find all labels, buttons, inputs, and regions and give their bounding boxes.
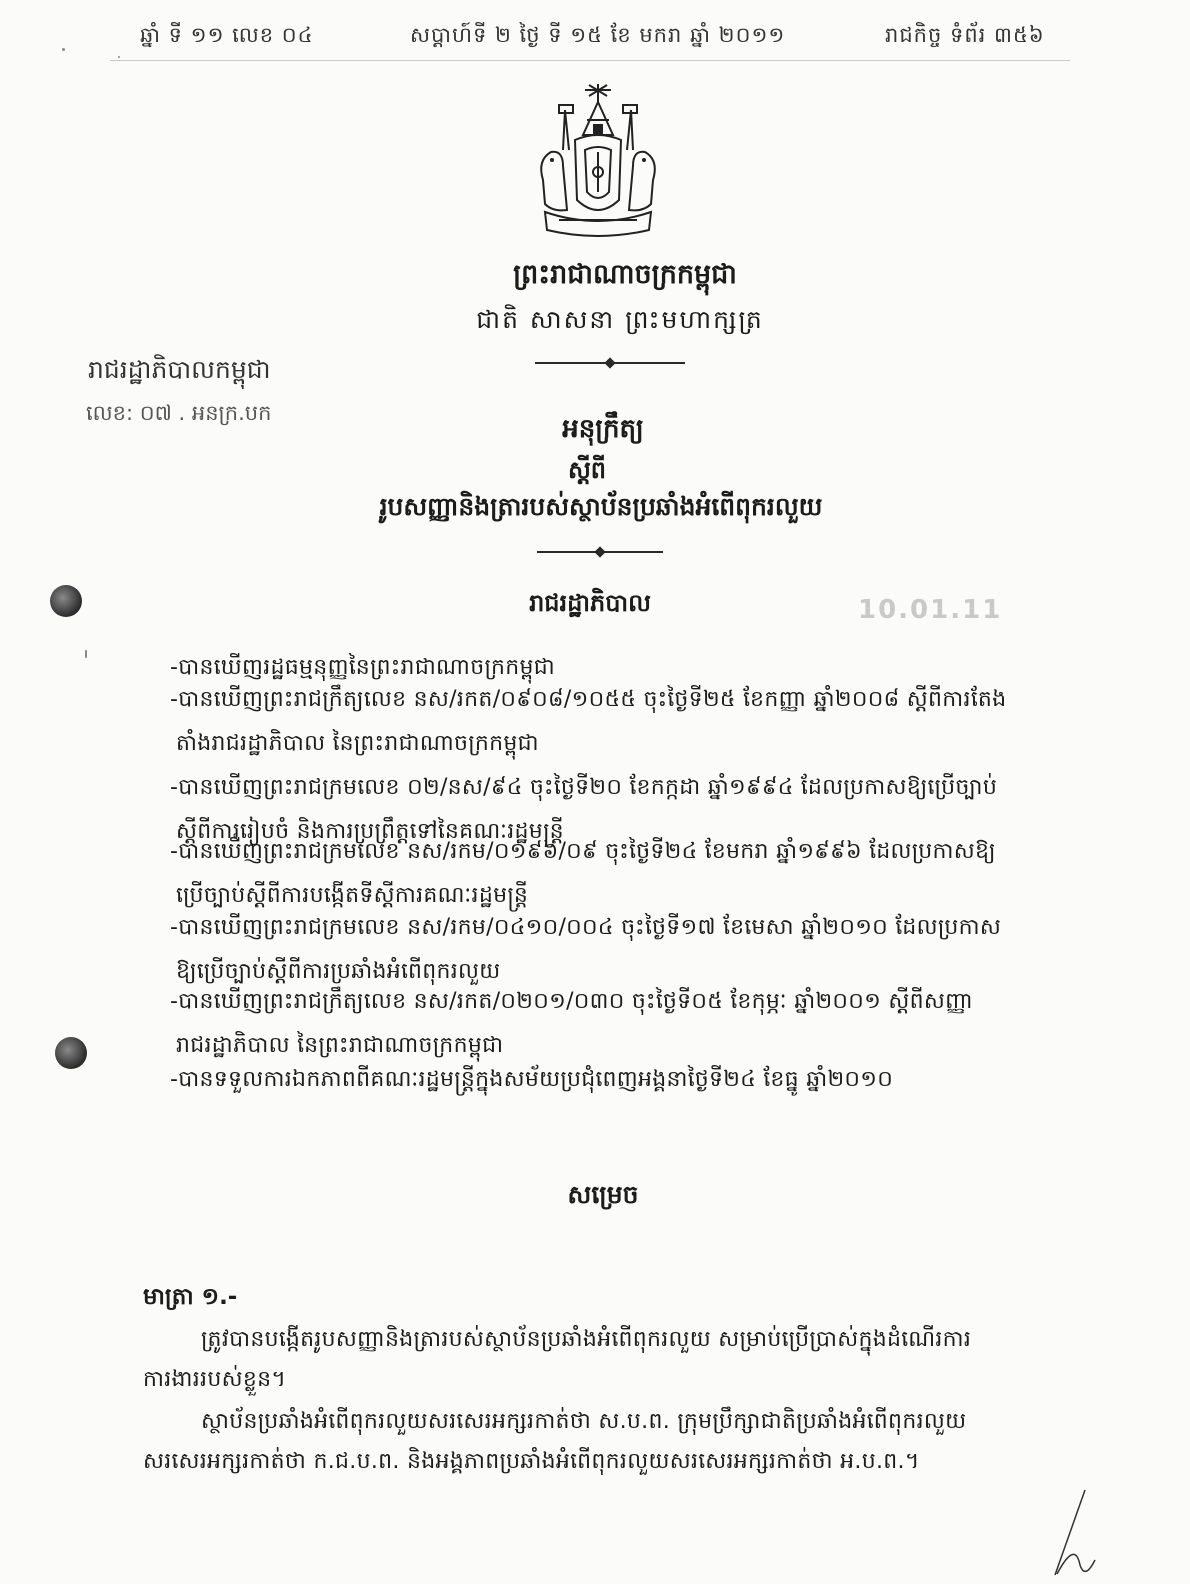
date-stamp: 10.01.11 <box>858 595 1003 625</box>
header-rule <box>110 60 1070 61</box>
divider-dot <box>604 357 615 368</box>
visa-line: ប្រើច្បាប់ស្តីពីការបង្កើតទីស្តីការគណៈរដ្ឋមន្ត្រី <box>176 883 529 908</box>
paragraph-line: ការងាររបស់ខ្លួន។ <box>143 1367 287 1392</box>
ornament-divider <box>535 362 685 364</box>
visa-clause-4 <box>170 836 1070 912</box>
visa-line: -បានឃើញព្រះរាជក្រឹត្យលេខ នស/រកត/០៩០៨/១០៥៥ ចុះថ្ងៃទី២៥ ខែកញ្ញា ឆ្នាំ២០០៨ ស្តីពីការតែង <box>170 687 1007 712</box>
visa-line: ស្តីពីការរៀបចំ និងការប្រព្រឹត្តទៅនៃគណៈរដ្ឋមន្ត្រី <box>176 819 564 844</box>
visa-line: -បានឃើញព្រះរាជក្រមលេខ នស/រកម/០១៩៦/០៩ ចុះថ្ងៃទី២៤ ខែមករា ឆ្នាំ១៩៩៦ ដែលប្រកាសឱ្យ <box>170 839 996 864</box>
visa-line: -បានទទួលការឯកភាពពីគណៈរដ្ឋមន្ត្រីក្នុងសម័យប្រជុំពេញអង្គនាថ្ងៃទី២៤ ខែធ្នូ ឆ្នាំ២០១០ <box>170 1067 894 1092</box>
header-issue: ឆ្នាំ ទី ១១ លេខ ០៤ <box>140 23 314 47</box>
subdecree-label: អនុក្រឹត្យ <box>562 414 644 444</box>
visa-line: -បានឃើញរដ្ឋធម្មនុញ្ញនៃព្រះរាជាណាចក្រកម្ពុជា <box>170 655 556 680</box>
issuer-name: រាជរដ្ឋាភិបាលកម្ពុជា <box>88 355 271 384</box>
initials-signature-icon <box>1035 1480 1135 1584</box>
header-page: រាជកិច្ច ទំព័រ ៣៥៦ <box>885 23 1045 47</box>
article-1-label: មាត្រា ១.- <box>143 1284 238 1310</box>
royal-emblem-icon <box>523 80 673 245</box>
paragraph-line: សរសេរអក្សរកាត់ថា ក.ជ.ប.ព. និងអង្គភាពប្រឆាំងអំពើពុករលួយសរសេរអក្សរកាត់ថា អ.ប.ព.។ <box>143 1449 920 1474</box>
visa-line: -បានឃើញព្រះរាជក្រមលេខ នស/រកម/០៤១០/០០៤ ចុះថ្ងៃទី១៧ ខែមេសា ឆ្នាំ២០១០ ដែលប្រកាស <box>170 915 1002 940</box>
visa-line: រាជរដ្ឋាភិបាល នៃព្រះរាជាណាចក្រកម្ពុជា <box>176 1033 504 1058</box>
paragraph-line: ត្រូវបានបង្កើតរូបសញ្ញានិងត្រារបស់ស្ថាប័នប្រឆាំងអំពើពុករលួយ សម្រាប់ប្រើប្រាស់ក្នុងដំណើរការ <box>201 1327 972 1352</box>
visa-clause-7 <box>170 1064 1070 1096</box>
article-1-paragraph-1 <box>143 1320 1083 1400</box>
visa-line: -បានឃើញព្រះរាជក្រមលេខ ០២/នស/៩៤ ចុះថ្ងៃទី២០ ខែកក្កដា ឆ្នាំ១៩៩៤ ដែលប្រកាសឱ្យប្រើច្បាប់ <box>170 775 998 800</box>
reference-number: លេខ: ០៧ . អនក្រ.បក <box>86 401 272 425</box>
visa-line: តាំងរាជរដ្ឋាភិបាល នៃព្រះរាជាណាចក្រកម្ពុជា <box>176 731 539 756</box>
kingdom-title: ព្រះរាជាណាចក្រកម្ពុជា <box>513 259 737 290</box>
ornament-divider <box>537 551 663 553</box>
government-heading: រាជរដ្ឋាភិបាល <box>529 589 651 617</box>
article-1-paragraph-2 <box>143 1402 1083 1482</box>
visa-line: ឱ្យប្រើច្បាប់ស្តីពីការប្រឆាំងអំពើពុករលួយ <box>176 959 501 984</box>
punch-hole <box>50 585 82 617</box>
document-title: រូបសញ្ញានិងត្រារបស់ស្ថាប័នប្រឆាំងអំពើពុករលួយ <box>379 492 823 521</box>
punch-hole <box>55 1037 87 1069</box>
scan-speck <box>85 650 87 658</box>
header-date: សប្តាហ៍ទី ២ ថ្ងៃ ទី ១៥ ខែ មករា ឆ្នាំ ២០១១ <box>410 23 786 47</box>
decision-heading: សម្រេច <box>567 1180 639 1209</box>
visa-line: -បានឃើញព្រះរាជក្រឹត្យលេខ នស/រកត/០២០១/០៣០ ចុះថ្ងៃទី០៥ ខែកុម្ភៈ ឆ្នាំ២០០១ ស្តីពីសញ្ញា <box>170 989 973 1014</box>
scan-speck <box>62 48 65 51</box>
visa-clause-2 <box>170 684 1070 760</box>
divider-dot <box>594 546 605 557</box>
paragraph-line: ស្ថាប័នប្រឆាំងអំពើពុករលួយសរសេរអក្សរកាត់ថា ស.ប.ព. ក្រុមប្រឹក្សាជាតិប្រឆាំងអំពើពុករលួយ <box>201 1409 967 1434</box>
scan-speck <box>118 56 120 58</box>
concerning-label: ស្តីពី <box>567 456 607 484</box>
national-motto: ជាតិ សាសនា ព្រះមហាក្សត្រ <box>476 305 764 334</box>
visa-clause-5 <box>170 912 1070 988</box>
visa-clause-1 <box>170 652 1070 684</box>
visa-clause-6 <box>170 986 1070 1062</box>
